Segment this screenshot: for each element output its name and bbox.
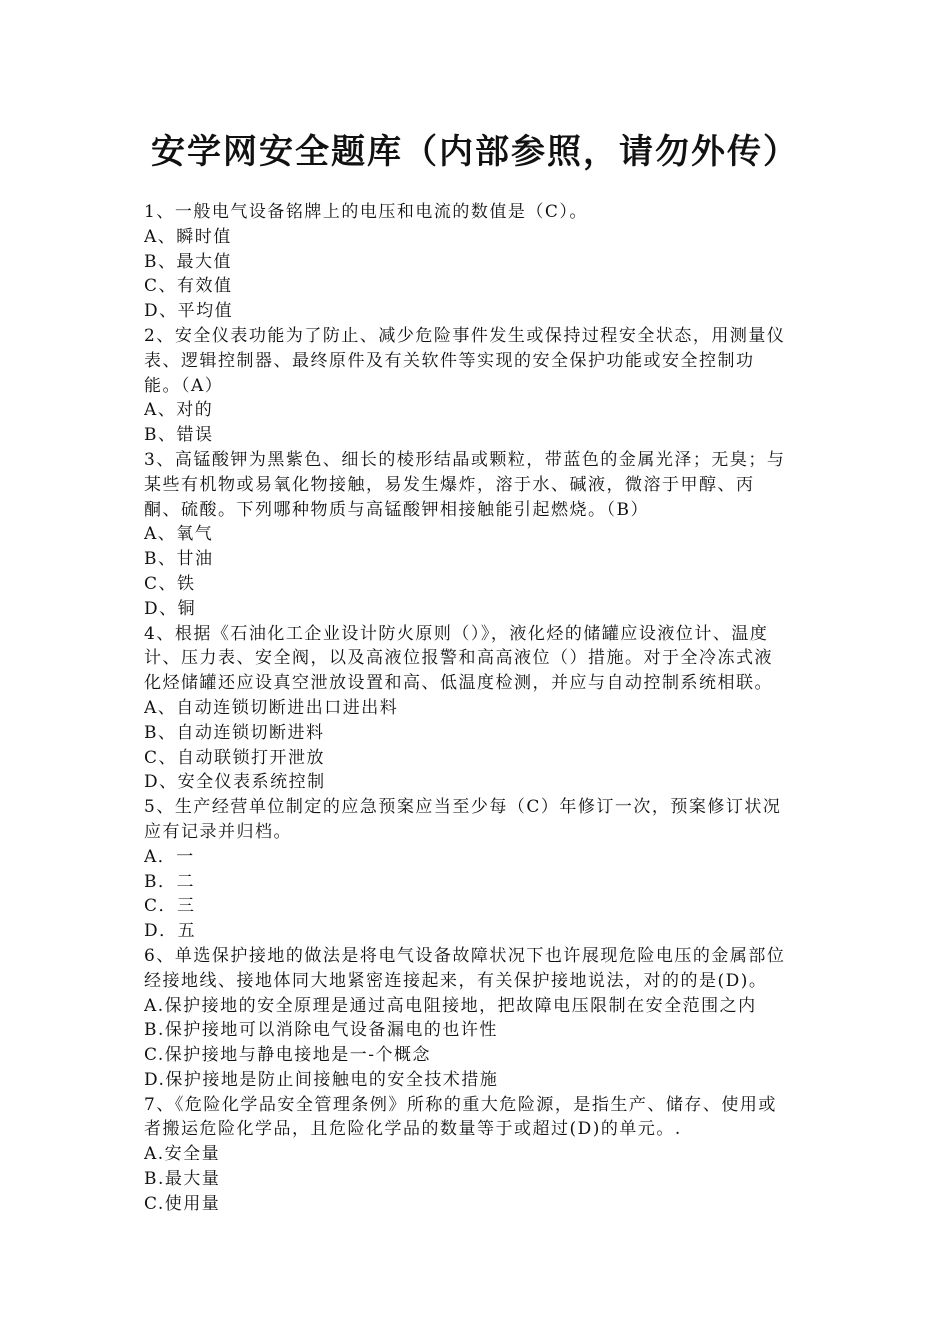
text-line: 2、安全仪表功能为了防止、减少危险事件发生或保持过程安全状态，用测量仪 [144,325,786,346]
text-line: D．五 [144,921,197,942]
document-title: 安学网安全题库（内部参照，请勿外传） [151,132,799,172]
text-line: B、自动连锁切断进料 [144,722,325,743]
text-line: 计、压力表、安全阀，以及高液位报警和高高液位（）措施。对于全冷冻式液 [144,648,773,669]
document-body [144,200,814,1217]
text-line: A、氧气 [144,524,214,545]
text-line: B、错误 [144,425,214,446]
text-line: B．二 [144,871,195,892]
text-line: 经接地线、接地体同大地紧密连接起来，有关保护接地说法，对的的是(D)。 [144,970,768,991]
text-line: 1、一般电气设备铭牌上的电压和电流的数值是（C）。 [144,202,588,222]
text-line: 酮、硫酸。下列哪种物质与高锰酸钾相接触能引起燃烧。（B） [144,499,649,520]
text-line: B.保护接地可以消除电气设备漏电的也许性 [144,1020,498,1041]
text-line: 5、生产经营单位制定的应急预案应当至少每（C）年修订一次，预案修订状况 [144,797,782,818]
text-line: 某些有机物或易氧化物接触，易发生爆炸，溶于水、碱液，微溶于甲醇、丙 [144,474,755,495]
text-line: A.安全量 [144,1144,221,1165]
text-line: B、最大值 [144,251,232,272]
text-line: B、甘油 [144,549,214,570]
text-line: 应有记录并归档。 [144,821,292,842]
text-line: D、安全仪表系统控制 [144,772,326,793]
text-line: C、有效值 [144,276,233,297]
text-line: A、自动连锁切断进出口进出料 [144,697,399,718]
text-line: A.保护接地的安全原理是通过高电阻接地，把故障电压限制在安全范围之内 [144,995,757,1016]
text-line: 者搬运危险化学品，且危险化学品的数量等于或超过(D)的单元。. [144,1119,682,1140]
text-line: B.最大量 [144,1169,221,1190]
text-line: D、铜 [144,598,197,619]
text-line: 能。（A） [144,375,224,396]
text-line: D、平均值 [144,301,234,322]
text-line: 3、高锰酸钾为黑紫色、细长的棱形结晶或颗粒，带蓝色的金属光泽；无臭；与 [144,449,786,470]
text-line: 化烃储罐还应设真空泄放设置和高、低温度检测，并应与自动控制系统相联。 [144,673,773,694]
text-line: A、瞬时值 [144,226,232,247]
text-line: 6、单选保护接地的做法是将电气设备故障状况下也许展现危险电压的金属部位 [144,945,786,966]
text-line: 4、根据《石油化工企业设计防火原则（）》，液化烃的储罐应设液位计、温度 [144,623,769,644]
text-line: C、铁 [144,573,196,594]
text-line: A．一 [144,846,195,867]
text-line: C．三 [144,896,196,917]
text-line: D.保护接地是防止间接触电的安全技术措施 [144,1069,499,1090]
text-line: C.保护接地与静电接地是一-个概念 [144,1045,432,1066]
text-line: C、自动联锁打开泄放 [144,747,326,768]
text-line: 表、逻辑控制器、最终原件及有关软件等实现的安全保护功能或安全控制功 [144,350,755,371]
text-line: C.使用量 [144,1193,221,1214]
text-line: 7、《危险化学品安全管理条例》所称的重大危险源，是指生产、储存、使用或 [144,1094,777,1115]
text-line: A、对的 [144,400,214,421]
